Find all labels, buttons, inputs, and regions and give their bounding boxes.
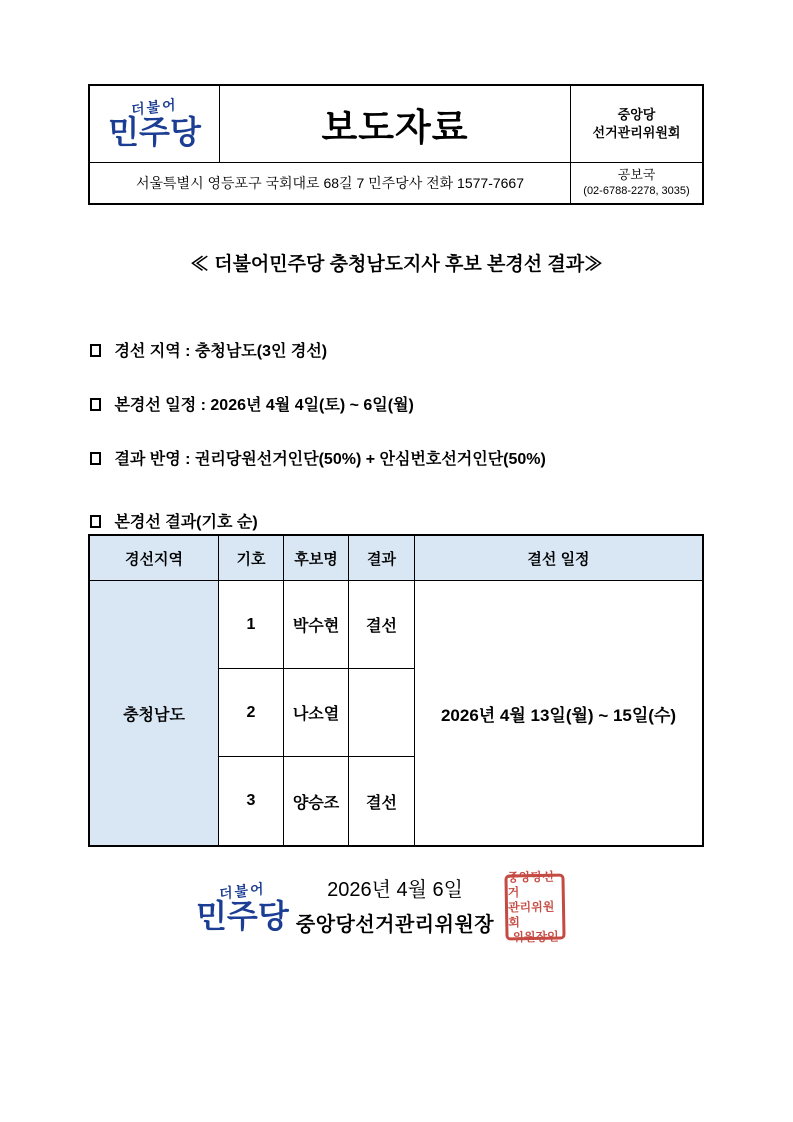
committee-name bbox=[571, 86, 702, 163]
candidate-result bbox=[349, 669, 415, 757]
candidate-name: 나소열 bbox=[284, 669, 349, 757]
seal-line: 위원장인 bbox=[512, 929, 559, 944]
press-office-phone: (02-6788-2278, 3035) bbox=[583, 185, 690, 198]
letterhead bbox=[88, 84, 704, 205]
logo-main-text: 민주당 bbox=[108, 114, 201, 150]
info-item-text: 경선 지역 : 충청남도(3인 경선) bbox=[114, 343, 328, 360]
footer-party-logo bbox=[196, 880, 289, 934]
official-seal-stamp bbox=[504, 869, 565, 944]
party-address: 서울특별시 영등포구 국회대로 68길 7 민주당사 전화 1577-7667 bbox=[90, 163, 571, 203]
press-office bbox=[571, 163, 702, 203]
signer-title: 중앙당선거관리위원장 bbox=[295, 914, 495, 936]
doc-type-title: 보도자료 bbox=[220, 86, 571, 163]
issue-date: 2026년 4월 6일 bbox=[327, 879, 463, 901]
candidate-name: 양승조 bbox=[284, 757, 349, 845]
square-bullet-icon bbox=[90, 452, 101, 465]
info-item-schedule bbox=[90, 392, 414, 415]
seal-line: 중앙당선거 bbox=[507, 869, 554, 899]
info-item-method bbox=[90, 446, 546, 469]
candidate-number: 1 bbox=[219, 581, 284, 669]
col-header-region: 경선지역 bbox=[90, 536, 219, 581]
candidate-name: 박수현 bbox=[284, 581, 349, 669]
party-logo-mark bbox=[108, 96, 201, 150]
info-item-text: 본경선 일정 : 2026년 4월 4일(토) ~ 6일(월) bbox=[114, 397, 414, 414]
signature-block bbox=[285, 873, 505, 937]
candidate-result: 결선 bbox=[349, 757, 415, 845]
results-heading-text: 본경선 결과(기호 순) bbox=[114, 514, 258, 531]
party-logo-mark bbox=[196, 880, 289, 934]
press-office-name: 공보국 bbox=[617, 167, 656, 183]
results-table bbox=[88, 534, 704, 847]
candidate-number: 2 bbox=[219, 669, 284, 757]
committee-name-line2: 선거관리위원회 bbox=[592, 125, 681, 140]
col-header-result: 결과 bbox=[349, 536, 415, 581]
col-header-number: 기호 bbox=[219, 536, 284, 581]
col-header-runoff-schedule: 결선 일정 bbox=[415, 536, 702, 581]
square-bullet-icon bbox=[90, 344, 101, 357]
candidate-number: 3 bbox=[219, 757, 284, 845]
square-bullet-icon bbox=[90, 515, 101, 528]
col-header-candidate: 후보명 bbox=[284, 536, 349, 581]
committee-name-line1: 중앙당 bbox=[617, 107, 656, 123]
logo-script-text: 더불어 bbox=[131, 96, 178, 118]
candidate-result: 결선 bbox=[349, 581, 415, 669]
document-title: ≪ 더불어민주당 충청남도지사 후보 본경선 결과≫ bbox=[189, 254, 604, 275]
logo-main-text: 민주당 bbox=[196, 898, 289, 934]
logo-script-text: 더불어 bbox=[219, 880, 266, 902]
results-section-heading bbox=[90, 509, 258, 532]
info-item-region bbox=[90, 338, 327, 361]
runoff-schedule-cell: 2026년 4월 13일(월) ~ 15일(수) bbox=[440, 705, 677, 725]
party-logo bbox=[90, 86, 220, 163]
region-cell: 충청남도 bbox=[90, 581, 219, 845]
square-bullet-icon bbox=[90, 398, 101, 411]
seal-line: 관리위원회 bbox=[507, 899, 555, 929]
info-item-text: 결과 반영 : 권리당원선거인단(50%) + 안심번호선거인단(50%) bbox=[114, 451, 546, 468]
